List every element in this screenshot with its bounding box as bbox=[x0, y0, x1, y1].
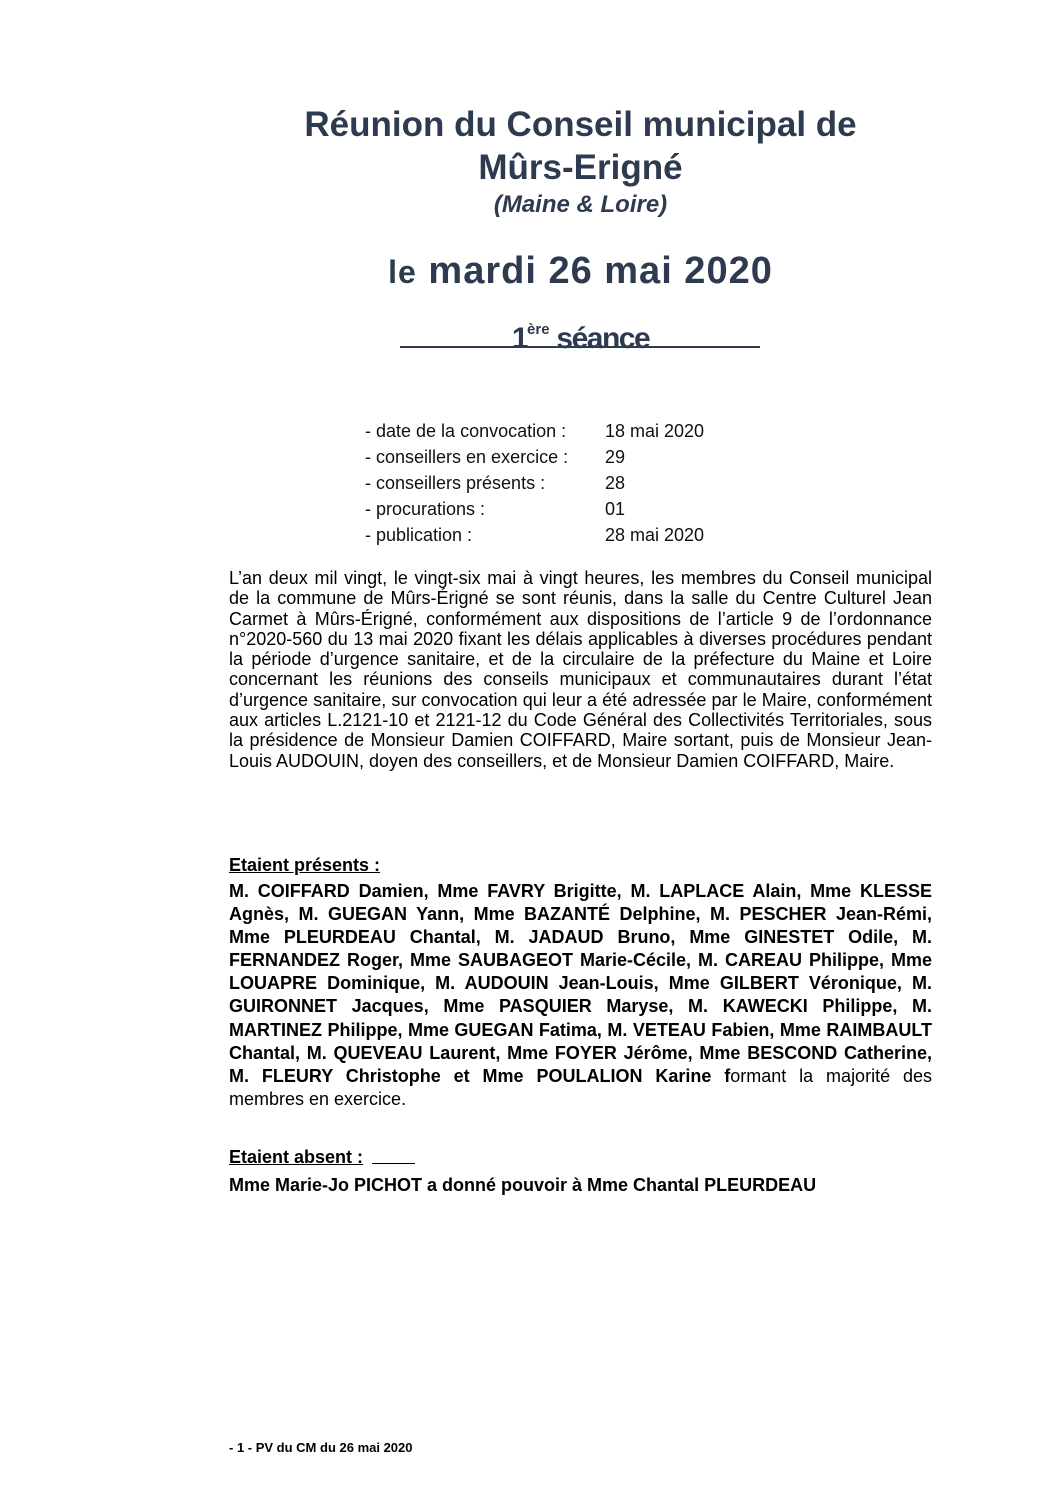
info-label: - conseillers présents : bbox=[365, 473, 546, 493]
page-footer: - 1 - PV du CM du 26 mai 2020 bbox=[229, 1440, 413, 1455]
presents-heading: Etaient présents : bbox=[229, 855, 381, 875]
absents-text: Mme Marie-Jo PICHOT a donné pouvoir à Mme Chantal PLEURDEAU bbox=[229, 1175, 817, 1195]
info-value: 01 bbox=[605, 499, 626, 519]
seance-heading bbox=[229, 310, 932, 359]
page-title-line-1: Réunion du Conseil municipal de bbox=[304, 105, 857, 144]
absents-heading-underline bbox=[372, 1163, 415, 1164]
absents-heading: Etaient absent : bbox=[229, 1147, 364, 1167]
presents-names: M. COIFFARD Damien, Mme FAVRY Brigitte, M. LAPLACE Alain, Mme KLESSE Agnès, M. GUEGAN Yann, Mme BAZANTÉ Delphine, M. PESCHER Jean-Rémi, Mme PLEURDEAU Chantal, M. JADAUD Bruno, Mme GINESTET Odile, M. FERNANDEZ Roger, Mme SAUBAGEOT Marie-Cécile, M. CAREAU Philippe, Mme LOUAPRE Dominique, M. AUDOUIN Jean-Louis, Mme GILBERT Véronique, M. GUIRONNET Jacques, Mme PASQUIER Maryse, M. KAWECKI Philippe, M. MARTINEZ Philippe, Mme GUEGAN Fatima, M. VETEAU Fabien, Mme RAIMBAULT Chantal, M. QUEVEAU Laurent, Mme FOYER Jérôme, Mme BESCOND Catherine, M. FLEURY Christophe et Mme POULALION Karine f bbox=[229, 881, 932, 1086]
presents-tail: ormant la majorité des membres en exercice. bbox=[229, 1065, 932, 1109]
seance-superscript: ère bbox=[527, 321, 550, 338]
seance-underline bbox=[400, 346, 760, 348]
info-value: 29 bbox=[605, 447, 626, 467]
info-label: - conseillers en exercice : bbox=[365, 447, 569, 467]
info-value: 28 mai 2020 bbox=[605, 525, 705, 545]
body-paragraph: L’an deux mil vingt, le vingt-six mai à vingt heures, les membres du Conseil municipal de la commune de Mûrs-Érigné se sont réunis, dans la salle du Centre Culturel Jean Carmet à Mûrs-Érigné, conformément aux dispositions de l’article 9 de l’ordonnance n°2020-560 du 13 mai 2020 fixant les délais applicables à diverses procédures pendant la période d’urgence sanitaire, et de la circulaire de la préfecture du Maine et Loire concernant les réunions des conseils municipaux et communautaires durant l’état d’urgence sanitaire, sur convocation qui leur a été adressée par le Maire, conformément aux articles L.2121-10 et 2121-12 du Code Général des Collectivités Territoriales, sous la présidence de Monsieur Damien COIFFARD, Maire sortant, puis de Monsieur Jean-Louis AUDOUIN, doyen des conseillers, et de Monsieur Damien COIFFARD, Maire. bbox=[229, 568, 932, 771]
seance-word: séance bbox=[556, 322, 650, 355]
presents-list bbox=[229, 880, 932, 1111]
info-label: - publication : bbox=[365, 525, 473, 545]
page-title-line-2: Mûrs-Erigné bbox=[478, 148, 683, 187]
info-value: 18 mai 2020 bbox=[605, 421, 705, 441]
info-label: - procurations : bbox=[365, 499, 486, 519]
info-value: 28 bbox=[605, 473, 626, 493]
date-value: mardi 26 mai 2020 bbox=[428, 250, 773, 292]
meeting-date bbox=[229, 247, 932, 296]
date-prefix: le bbox=[388, 254, 417, 290]
info-label: - date de la convocation : bbox=[365, 421, 567, 441]
page-subtitle: (Maine & Loire) bbox=[493, 191, 668, 218]
seance-number: 1 bbox=[511, 322, 528, 355]
